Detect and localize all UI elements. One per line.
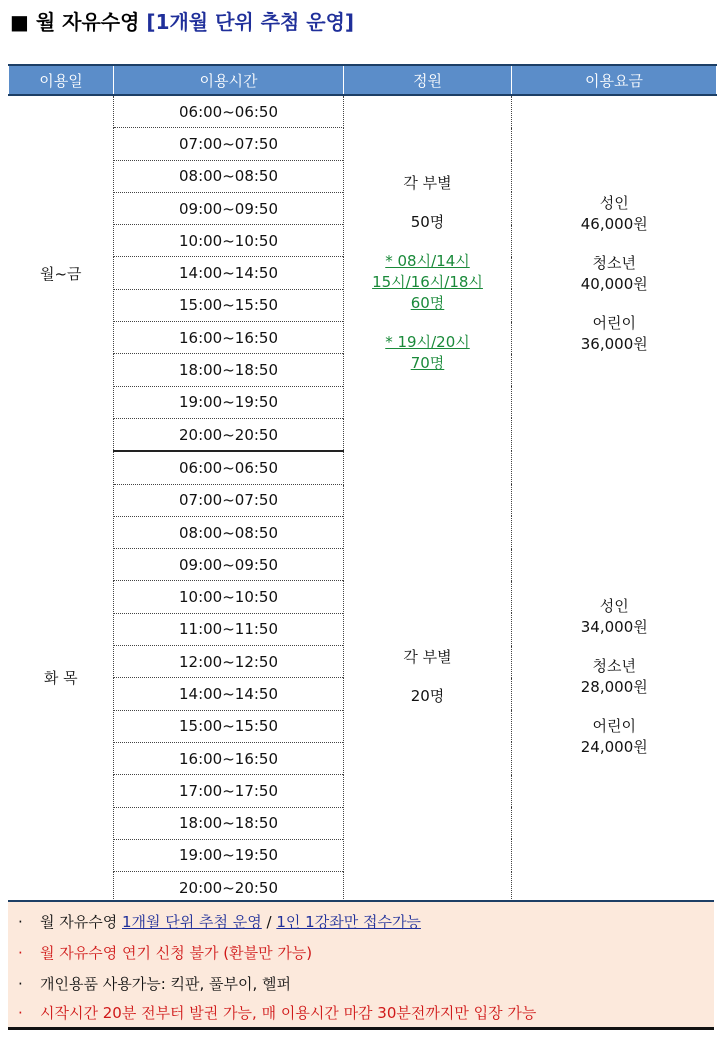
time-slot: 15:00~15:50 xyxy=(114,710,344,742)
capacity-note-1a: * 08시/14시 xyxy=(385,252,470,271)
day-cell-weekdays: 월~금 xyxy=(9,95,114,451)
schedule-table xyxy=(8,64,717,903)
time-slot: 08:00~08:50 xyxy=(114,516,344,548)
fee-label: 청소년 xyxy=(592,253,636,272)
capacity-note-2a: * 19시/20시 xyxy=(385,333,470,352)
square-bullet-icon: ■ xyxy=(10,10,29,34)
fee-label: 어린이 xyxy=(592,313,636,332)
time-slot: 16:00~16:50 xyxy=(114,322,344,354)
notes-box xyxy=(8,900,714,1030)
note-1: · 월 자유수영 1개월 단위 추첨 운영 / 1인 1강좌만 접수가능 xyxy=(18,913,421,931)
dot-bullet-icon: · xyxy=(18,944,23,962)
fee-label: 청소년 xyxy=(592,657,636,676)
capacity-label: 각 부별 xyxy=(403,648,452,667)
dot-bullet-icon: · xyxy=(18,975,23,993)
capacity-value: 20명 xyxy=(410,687,445,706)
time-slot: 10:00~10:50 xyxy=(114,225,344,257)
note-link-monthly-lottery: 1개월 단위 추첨 운영 xyxy=(122,913,262,931)
fee-cell-weekdays xyxy=(512,95,717,451)
time-slot: 07:00~07:50 xyxy=(114,484,344,516)
time-slot: 17:00~17:50 xyxy=(114,775,344,807)
time-slot: 09:00~09:50 xyxy=(114,192,344,224)
time-slot: 14:00~14:50 xyxy=(114,257,344,289)
time-slot: 12:00~12:50 xyxy=(114,646,344,678)
note-3: · 개인용품 사용가능: 킥판, 풀부이, 헬퍼 xyxy=(18,975,292,993)
time-slot: 10:00~10:50 xyxy=(114,581,344,613)
capacity-note-1c: 60명 xyxy=(410,294,445,313)
fee-price: 36,000원 xyxy=(580,334,648,353)
title-sub: [1개월 단위 추첨 운영] xyxy=(146,10,355,34)
time-slot: 16:00~16:50 xyxy=(114,742,344,774)
fee-price: 28,000원 xyxy=(580,678,648,697)
dot-bullet-icon: · xyxy=(18,913,23,931)
capacity-note-2b: 70명 xyxy=(410,354,445,373)
capacity-cell-weekdays xyxy=(344,95,512,451)
day-cell-tue-thu: 화 목 xyxy=(9,451,114,903)
header-row xyxy=(9,65,717,95)
time-slot: 06:00~06:50 xyxy=(114,95,344,128)
time-slot: 07:00~07:50 xyxy=(114,128,344,160)
capacity-value: 50명 xyxy=(410,213,445,232)
time-slot: 20:00~20:50 xyxy=(114,872,344,904)
fee-label: 성인 xyxy=(599,597,629,616)
capacity-cell-tue-thu xyxy=(344,451,512,903)
fee-price: 34,000원 xyxy=(580,618,648,637)
time-slot: 19:00~19:50 xyxy=(114,839,344,871)
time-slot: 08:00~08:50 xyxy=(114,160,344,192)
capacity-label: 각 부별 xyxy=(403,174,452,193)
fee-price: 24,000원 xyxy=(580,738,648,757)
fee-price: 40,000원 xyxy=(580,274,648,293)
header-capacity: 정원 xyxy=(344,65,512,95)
note-2: · 월 자유수영 연기 신청 불가 (환불만 가능) xyxy=(18,944,313,962)
time-slot: 20:00~20:50 xyxy=(114,418,344,451)
fee-label: 성인 xyxy=(599,193,629,212)
title-main: 월 자유수영 xyxy=(35,10,140,34)
fee-price: 46,000원 xyxy=(580,214,648,233)
dot-bullet-icon: · xyxy=(18,1004,23,1022)
time-slot: 19:00~19:50 xyxy=(114,386,344,418)
fee-label: 어린이 xyxy=(592,717,636,736)
header-time: 이용시간 xyxy=(114,65,344,95)
note-4: · 시작시간 20분 전부터 발권 가능, 매 이용시간 마감 30분전까지만 입장 가능 xyxy=(18,1004,537,1022)
page-title xyxy=(10,6,354,38)
header-day: 이용일 xyxy=(9,65,114,95)
capacity-note-1b: 15시/16시/18시 xyxy=(372,273,483,292)
header-fee: 이용요금 xyxy=(512,65,717,95)
time-slot: 14:00~14:50 xyxy=(114,678,344,710)
fee-cell-tue-thu xyxy=(512,451,717,903)
time-slot: 06:00~06:50 xyxy=(114,451,344,484)
time-slot: 09:00~09:50 xyxy=(114,549,344,581)
note-link-one-course: 1인 1강좌만 접수가능 xyxy=(276,913,421,931)
time-slot: 18:00~18:50 xyxy=(114,354,344,386)
time-slot: 11:00~11:50 xyxy=(114,613,344,645)
time-slot: 15:00~15:50 xyxy=(114,289,344,321)
time-slot: 18:00~18:50 xyxy=(114,807,344,839)
